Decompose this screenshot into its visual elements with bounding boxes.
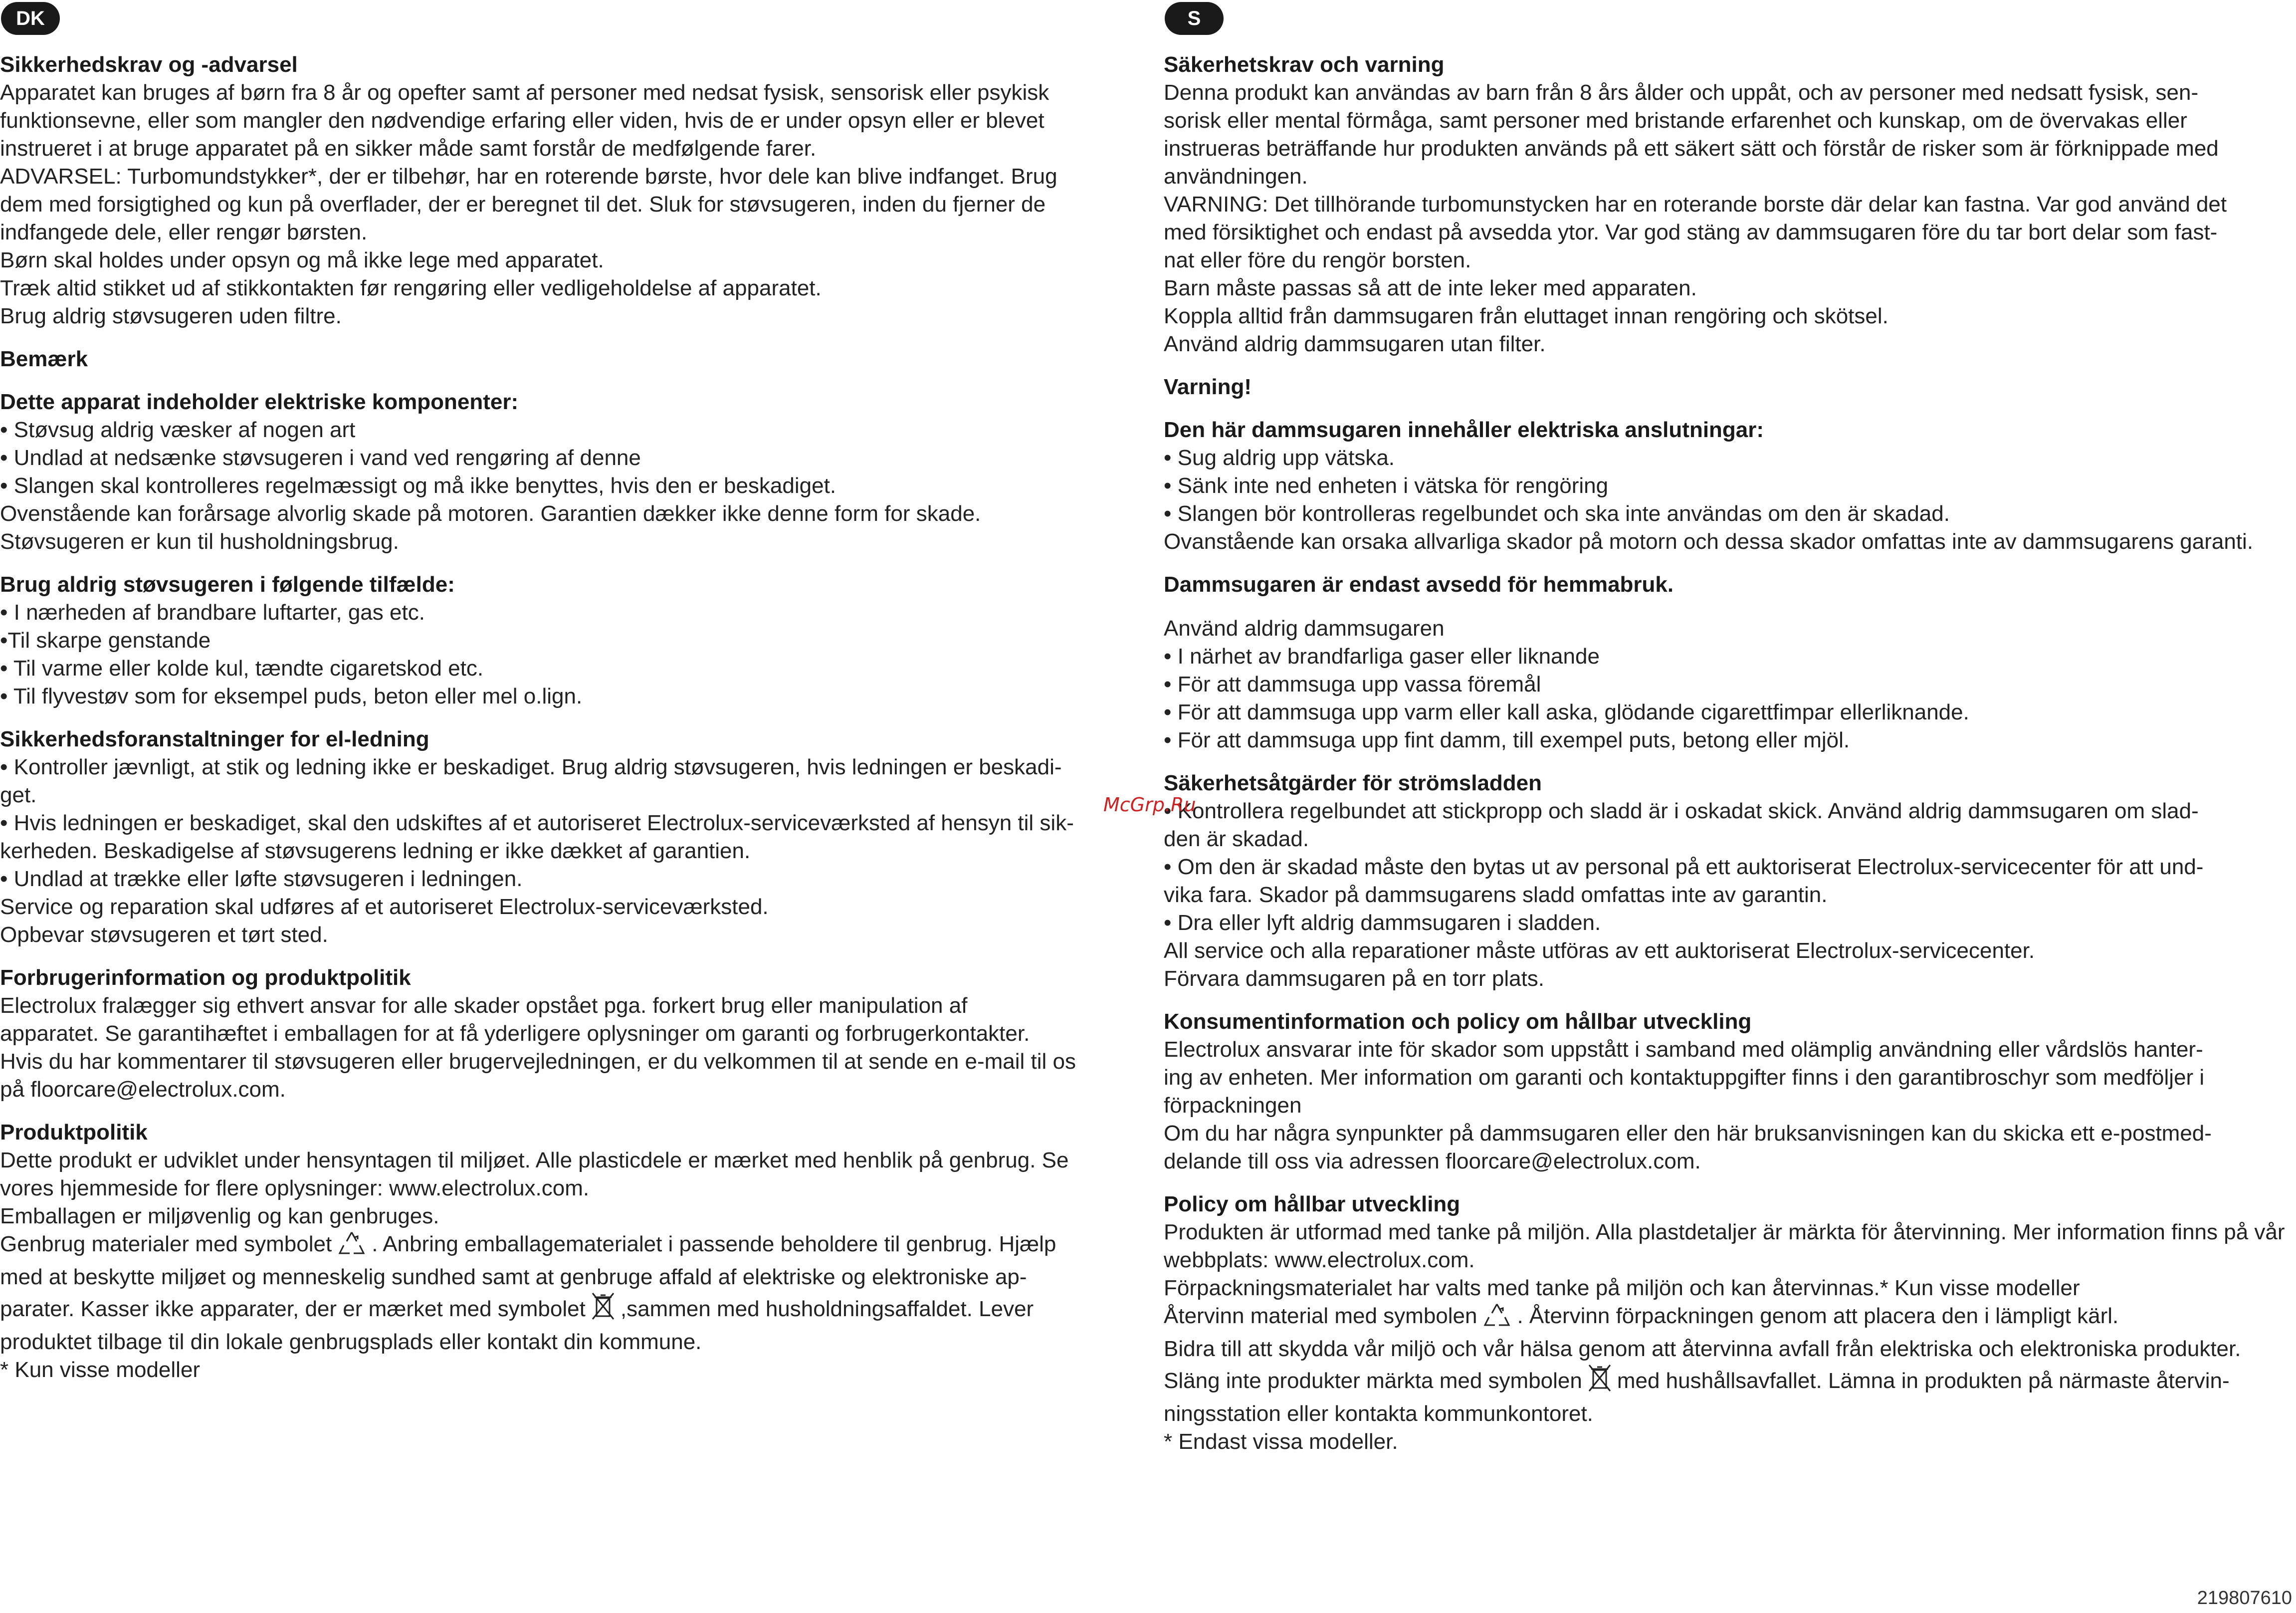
recycle-line [1164, 1302, 2292, 1335]
text-line: • I närhet av brandfarliga gaser eller liknande [1164, 644, 1600, 669]
text-line: Om du har några synpunkter på dammsugaren eller den här bruksanvisningen kan du skicka ett e-postmed- [1164, 1121, 2212, 1146]
section-lines [1164, 1400, 2292, 1456]
bin-text-post: ,sammen med husholdningsaffaldet. Lever [620, 1297, 1034, 1321]
document-number: 219807610 [2197, 1588, 2292, 1609]
watermark: McGrp.Ru [1103, 794, 1196, 816]
text-line: Brug aldrig støvsugeren uden filtre. [0, 304, 342, 328]
text-line: Opbevar støvsugeren et tørt sted. [0, 922, 328, 947]
text-line: förpackningen [1164, 1093, 1302, 1118]
text-line: • Slangen skal kontrolleres regelmæssigt og må ikke benyttes, hvis den er beskadiget. [0, 473, 836, 498]
text-line: • Til varme eller kolde kul, tændte cigaretskod etc. [0, 656, 484, 681]
text-line: • Kontroller jævnligt, at stik og ledning ikke er beskadiget. Brug aldrig støvsugeren, hvis ledningen er beskadi- [0, 755, 1062, 779]
section-lines [1164, 615, 2292, 754]
text-line: instrueret i at bruge apparatet på en sikker måde samt forstår de medfølgende farer. [0, 136, 817, 161]
section-title: Dette apparat indeholder elektriske komponenter: [0, 390, 519, 414]
text-line: • Om den är skadad måste den bytas ut av personal på ett auktoriserat Electrolux-servicecenter för att und- [1164, 855, 2204, 879]
text-line: produktet tilbage til din lokale genbrugsplads eller kontakt din kommune. [0, 1330, 702, 1354]
text-line: vika fara. Skador på dammsugarens sladd omfattas inte av garantin. [1164, 883, 1828, 907]
section-title: Säkerhetsåtgärder för strömsladden [1164, 771, 1542, 795]
section-title: Forbrugerinformation og produktpolitik [0, 965, 411, 990]
bin-line [1164, 1363, 2292, 1400]
recycle-text-post: . Anbring emballagematerialet i passende beholdere til genbrug. Hjælp [372, 1232, 1056, 1256]
text-line: Använd aldrig dammsugaren utan filter. [1164, 332, 1546, 356]
text-line: Service og reparation skal udføres af et autoriseret Electrolux-serviceværksted. [0, 895, 769, 919]
text-line: Produkten är utformad med tanke på miljön. Alla plastdetaljer är märkta för återvinning. Mer information finns på vår [1164, 1220, 2285, 1244]
text-line: kerheden. Beskadigelse af støvsugerens ledning er ikke dækket af garantien. [0, 839, 751, 863]
section-lines [1164, 79, 2292, 358]
text-line: dem med forsigtighed og kun på overflader, der er beregnet til det. Sluk for støvsugeren, inden du fjerner de [0, 192, 1046, 217]
section-lines [0, 599, 1132, 710]
crossed-bin-icon [1587, 1363, 1612, 1400]
text-line: med at beskytte miljøet og menneskelig sundhed samt at genbruge affald af elektriske og elektroniske ap- [0, 1265, 1027, 1289]
text-line: funktionsevne, eller som mangler den nødvendige erfaring eller viden, hvis de er under opsyn eller er blevet [0, 108, 1044, 133]
crossed-bin-icon [591, 1291, 616, 1328]
text-line: indfangede dele, eller rengør børsten. [0, 220, 368, 244]
text-line: på floorcare@electrolux.com. [0, 1077, 286, 1102]
language-badge-dk: DK [1, 2, 60, 35]
text-line: Electrolux ansvarar inte för skador som uppstått i samband med olämplig användning eller vårdslös hanter- [1164, 1037, 2203, 1062]
language-badge-s: S [1165, 2, 1224, 35]
text-line: • Undlad at trække eller løfte støvsugeren i ledningen. [0, 867, 523, 891]
section-lines [1164, 1218, 2292, 1302]
text-line: • Undlad at nedsænke støvsugeren i vand ved rengøring af denne [0, 446, 641, 470]
text-line: get. [0, 783, 37, 807]
section-lines [0, 416, 1132, 556]
text-line: Använd aldrig dammsugaren [1164, 616, 1445, 641]
section-title: Bemærk [0, 347, 88, 371]
section-title: Varning! [1164, 375, 1252, 399]
section-title: Dammsugaren är endast avsedd för hemmabruk. [1164, 572, 1674, 597]
text-line: • För att dammsuga upp varm eller kall aska, glödande cigarettfimpar ellerliknande. [1164, 700, 1969, 724]
text-line: sorisk eller mental förmåga, samt personer med bristande erfarenhet och kunskap, om de övervakas eller [1164, 108, 2187, 133]
section-title: Sikkerhedskrav og -advarsel [0, 52, 298, 77]
recycle-icon [337, 1230, 367, 1263]
text-line: All service och alla reparationer måste utföras av ett auktoriserat Electrolux-servicecenter. [1164, 938, 2035, 963]
text-line: • Sug aldrig upp vätska. [1164, 446, 1395, 470]
text-line: ningsstation eller kontakta kommunkontoret. [1164, 1401, 1593, 1426]
text-line: med försiktighet och endast på avsedda ytor. Var god stäng av dammsugaren före du tar bort delar som fast- [1164, 220, 2218, 244]
section-title: Den här dammsugaren innehåller elektriska anslutningar: [1164, 418, 1764, 442]
text-line: •Til skarpe genstande [0, 628, 211, 653]
text-line: VARNING: Det tillhörande turbomunstycken har en roterande borste där delar kan fastna. Var god använd det [1164, 192, 2227, 217]
section-lines [0, 79, 1132, 330]
text-line: • Dra eller lyft aldrig dammsugaren i sladden. [1164, 911, 1601, 935]
section-lines [1164, 797, 2292, 993]
section-lines [0, 1263, 1132, 1291]
text-line: Børn skal holdes under opsyn og må ikke lege med apparatet. [0, 248, 604, 272]
section-title: Säkerhetskrav och varning [1164, 52, 1445, 77]
text-line: apparatet. Se garantihæftet i emballagen for at få yderligere oplysninger om garanti og forbrugerkontakter. [0, 1021, 1030, 1046]
text-line: Apparatet kan bruges af børn fra 8 år og opefter samt af personer med nedsat fysisk, sensorisk eller psykisk [0, 80, 1049, 105]
text-line: Ovanstående kan orsaka allvarliga skador på motorn och dessa skador omfattas inte av dammsugarens garanti. [1164, 529, 2254, 554]
text-line: • Sänk inte ned enheten i vätska för rengöring [1164, 473, 1609, 498]
recycle-line [0, 1230, 1132, 1263]
text-line: • Støvsug aldrig væsker af nogen art [0, 418, 356, 442]
recycle-text-pre: Återvinn material med symbolen [1164, 1304, 1477, 1328]
text-line: Ovenstående kan forårsage alvorlig skade på motoren. Garantien dækker ikke denne form for skade. [0, 501, 981, 526]
section-title: Policy om hållbar utveckling [1164, 1192, 1461, 1216]
recycle-text-post: . Återvinn förpackningen genom att placera den i lämpligt kärl. [1517, 1304, 2119, 1328]
text-line: Koppla alltid från dammsugaren från eluttaget innan rengöring och skötsel. [1164, 304, 1888, 328]
text-line: instrueras beträffande hur produkten används på ett säkert sätt och förstår de risker som är förknippade med [1164, 136, 2219, 161]
recycle-text-pre: Genbrug materialer med symbolet [0, 1232, 332, 1256]
text-line: * Endast vissa modeller. [1164, 1429, 1398, 1454]
section-lines [1164, 1335, 2292, 1363]
text-line: Förvara dammsugaren på en torr plats. [1164, 966, 1545, 991]
text-line: • Til flyvestøv som for eksempel puds, beton eller mel o.lign. [0, 684, 583, 708]
bin-text-post: med hushållsavfallet. Lämna in produkten på närmaste återvin- [1617, 1369, 2230, 1393]
bin-text-pre: Släng inte produkter märkta med symbolen [1164, 1369, 1582, 1393]
recycle-icon [1482, 1302, 1512, 1335]
text-line: Förpackningsmaterialet har valts med tanke på miljön och kan återvinnas.* Kun visse modeller [1164, 1276, 2080, 1300]
text-line: webbplats: www.electrolux.com. [1164, 1248, 1475, 1272]
text-line: Electrolux fralægger sig ethvert ansvar for alle skader opstået pga. forkert brug eller manipulation af [0, 993, 968, 1018]
text-line: Træk altid stikket ud af stikkontakten før rengøring eller vedligeholdelse af apparatet. [0, 276, 822, 300]
text-line: Denna produkt kan användas av barn från 8 års ålder och uppåt, och av personer med nedsatt fysisk, sen- [1164, 80, 2199, 105]
bin-line [0, 1291, 1132, 1328]
text-line: vores hjemmeside for flere oplysninger: www.electrolux.com. [0, 1176, 590, 1200]
text-line: Støvsugeren er kun til husholdningsbrug. [0, 529, 399, 554]
text-line: Emballagen er miljøvenlig og kan genbruges. [0, 1204, 439, 1228]
text-line: användningen. [1164, 164, 1308, 189]
swedish-body [1164, 51, 2292, 1456]
text-line: ADVARSEL: Turbomundstykker*, der er tilbehør, har en roterende børste, hvor dele kan blive indfanget. Brug [0, 164, 1057, 189]
text-line: • I nærheden af brandbare luftarter, gas etc. [0, 600, 425, 625]
text-line: ing av enheten. Mer information om garanti och kontaktuppgifter finns i den garantibroschyr som medföljer i [1164, 1065, 2205, 1090]
section-title: Sikkerhedsforanstaltninger for el-ledning [0, 727, 429, 751]
text-line: • Slangen bör kontrolleras regelbundet och ska inte användas om den är skadad. [1164, 501, 1950, 526]
text-line: • Hvis ledningen er beskadiget, skal den udskiftes af et autoriseret Electrolux-serviceværksted af hensyn til sik- [0, 811, 1074, 835]
section-title: Brug aldrig støvsugeren i følgende tilfælde: [0, 572, 455, 597]
section-lines [0, 1328, 1132, 1384]
text-line: delande till oss via adressen floorcare@electrolux.com. [1164, 1149, 1701, 1173]
text-line: • För att dammsuga upp fint damm, till exempel puts, betong eller mjöl. [1164, 728, 1850, 752]
section-lines [0, 753, 1132, 949]
text-line: den är skadad. [1164, 827, 1309, 851]
text-line: Barn måste passas så att de inte leker med apparaten. [1164, 276, 1697, 300]
text-line: Dette produkt er udviklet under hensyntagen til miljøet. Alle plasticdele er mærket med henblik på genbrug. Se [0, 1148, 1069, 1172]
danish-body [0, 51, 1132, 1384]
section-lines [1164, 1036, 2292, 1175]
section-title: Produktpolitik [0, 1120, 148, 1145]
section-lines [0, 992, 1132, 1104]
section-lines [1164, 444, 2292, 556]
section-title: Konsumentinformation och policy om hållbar utveckling [1164, 1009, 1752, 1034]
text-line: * Kun visse modeller [0, 1358, 201, 1382]
text-line: Bidra till att skydda vår miljö och vår hälsa genom att återvinna avfall från elektriska och elektroniska produkter. [1164, 1337, 2241, 1361]
bin-text-pre: parater. Kasser ikke apparater, der er mærket med symbolet [0, 1297, 586, 1321]
section-lines [0, 1147, 1132, 1230]
text-line: • Kontrollera regelbundet att stickpropp och sladd är i oskadat skick. Använd aldrig dammsugaren om slad- [1164, 799, 2199, 823]
text-line: nat eller före du rengör borsten. [1164, 248, 1471, 272]
text-line: • För att dammsuga upp vassa föremål [1164, 672, 1541, 696]
text-line: Hvis du har kommentarer til støvsugeren eller brugervejledningen, er du velkommen til at sende en e-mail til os [0, 1049, 1076, 1074]
